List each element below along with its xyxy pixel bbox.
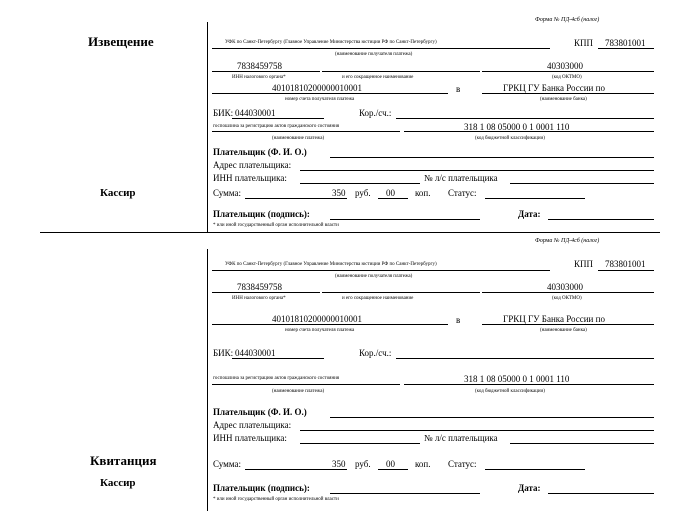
bik-label: БИК:: [213, 348, 234, 358]
kbk-value: 318 1 08 05000 0 1 0001 110: [464, 374, 570, 384]
address-label: Адрес плательщика:: [213, 160, 292, 170]
corr-label: Кор./сч.:: [359, 108, 392, 118]
ls-label: № л/с плательщика: [424, 173, 498, 183]
kbk-caption: (код бюджетной классификации): [475, 389, 545, 394]
section-divider: [40, 232, 660, 233]
footnote: * или иной государственный орган исполнительной власти: [213, 223, 339, 228]
notice-title: Извещение: [88, 34, 154, 49]
kop-value: 00: [386, 188, 395, 198]
rub-label: руб.: [355, 459, 371, 469]
ls-label: № л/с плательщика: [424, 433, 498, 443]
sum-label: Сумма:: [213, 459, 241, 469]
account-value: 40101810200000010001: [272, 83, 362, 93]
bank-caption: (наименование банка): [540, 97, 587, 102]
kbk-value: 318 1 08 05000 0 1 0001 110: [464, 122, 570, 132]
recipient-name: УФК по Санкт-Петербургу (Главное Управление Министерства юстиции РФ по Санкт-Петербургу): [225, 262, 437, 267]
bik-value: 044030001: [235, 108, 276, 118]
inn-caption: ИНН налогового органа*: [232, 296, 286, 301]
kpp-label: КПП: [574, 38, 594, 48]
inn-value: 7838459758: [237, 282, 282, 292]
signature-label: Плательщик (подпись):: [213, 209, 310, 219]
vertical-divider-bottom: [207, 249, 208, 511]
status-label: Статус:: [448, 459, 477, 469]
short-name-caption: и его сокращенное наименование: [342, 296, 414, 301]
bank-name: ГРКЦ ГУ Банка России по: [503, 83, 605, 93]
form-title: Форма № ПД-4сб (налог): [535, 17, 600, 23]
inn-caption: ИНН налогового органа*: [232, 75, 286, 80]
in-label: в: [456, 315, 461, 325]
receipt-title: Квитанция: [90, 453, 157, 468]
oktmo-value: 40303000: [547, 282, 583, 292]
footnote: * или иной государственный орган исполнительной власти: [213, 497, 339, 502]
oktmo-caption: (код ОКТМО): [552, 75, 582, 80]
kpp-label: КПП: [574, 259, 594, 269]
corr-label: Кор./сч.:: [359, 348, 392, 358]
kop-label: коп.: [415, 188, 431, 198]
account-value: 40101810200000010001: [272, 314, 362, 324]
kop-label: коп.: [415, 459, 431, 469]
bank-caption: (наименование банка): [540, 328, 587, 333]
cashier-label-top: Кассир: [100, 187, 136, 199]
payer-inn-label: ИНН плательщика:: [213, 433, 287, 443]
signature-label: Плательщик (подпись):: [213, 483, 310, 493]
rub-label: руб.: [355, 188, 371, 198]
payer-label: Плательщик (Ф. И. О.): [213, 147, 307, 157]
cashier-label-bottom: Кассир: [100, 477, 136, 489]
short-name-caption: и его сокращенное наименование: [342, 75, 414, 80]
in-label: в: [456, 84, 461, 94]
payer-inn-label: ИНН плательщика:: [213, 173, 287, 183]
kop-value: 00: [386, 459, 395, 469]
bik-value: 044030001: [235, 348, 276, 358]
bik-label: БИК:: [213, 108, 234, 118]
recipient-caption: (наименование получателя платежа): [335, 274, 413, 279]
kbk-caption: (код бюджетной классификации): [475, 136, 545, 141]
oktmo-value: 40303000: [547, 61, 583, 71]
address-label: Адрес плательщика:: [213, 420, 292, 430]
purpose-caption: (наименование платежа): [272, 389, 325, 394]
sum-value: 350: [332, 188, 346, 198]
oktmo-caption: (код ОКТМО): [552, 296, 582, 301]
purpose-text: госпошлина за регистрацию актов гражданского состояния: [213, 376, 340, 381]
date-label: Дата:: [518, 209, 541, 219]
purpose-caption: (наименование платежа): [272, 136, 325, 141]
purpose-text: госпошлина за регистрацию актов гражданского состояния: [213, 124, 340, 129]
kpp-value: 783801001: [605, 38, 646, 48]
bank-name: ГРКЦ ГУ Банка России по: [503, 314, 605, 324]
recipient-caption: (наименование получателя платежа): [335, 52, 413, 57]
sum-label: Сумма:: [213, 188, 241, 198]
vertical-divider-top: [207, 22, 208, 232]
recipient-name: УФК по Санкт-Петербургу (Главное Управление Министерства юстиции РФ по Санкт-Петербургу): [225, 40, 437, 45]
account-caption: номер счета получателя платежа: [285, 328, 355, 333]
kpp-value: 783801001: [605, 259, 646, 269]
account-caption: номер счета получателя платежа: [285, 97, 355, 102]
date-label: Дата:: [518, 483, 541, 493]
inn-value: 7838459758: [237, 61, 282, 71]
sum-value: 350: [332, 459, 346, 469]
form-title: Форма № ПД-4сб (налог): [535, 238, 600, 244]
status-label: Статус:: [448, 188, 477, 198]
payer-label: Плательщик (Ф. И. О.): [213, 407, 307, 417]
